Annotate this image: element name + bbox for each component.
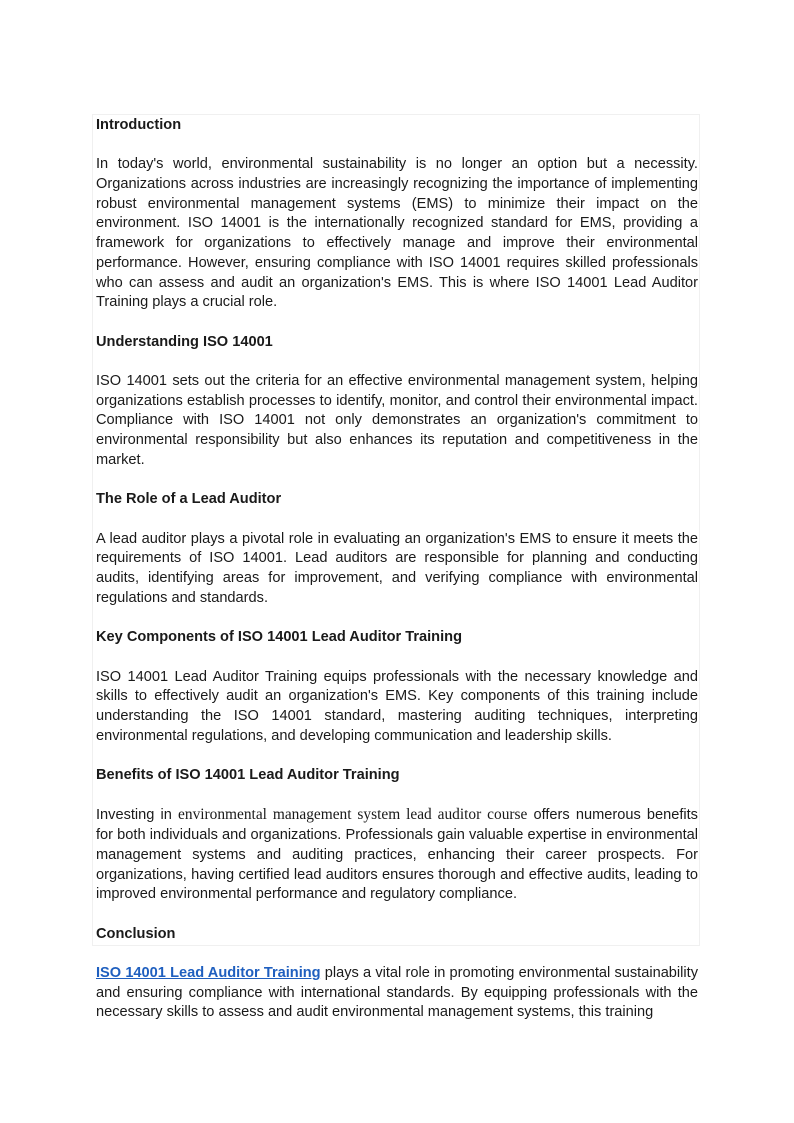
spacer [96,352,698,372]
spacer [96,608,698,628]
role-paragraph: A lead auditor plays a pivotal role in evaluating an organization's EMS to ensure it meets the requirements of ISO 14001. Lead auditors are responsible for planning and conducting audits, identifying areas for improvement, and verifying compliance with environmental regulations and standards. [96,530,698,606]
components-paragraph: ISO 14001 Lead Auditor Training equips professionals with the necessary knowledge and skills to effectively audit an organization's EMS. Key components of this training include understanding the ISO 14001 standard, mastering auditing techniques, interpreting environmental regulations, and developing communication and leadership skills. [96,668,698,744]
introduction-heading: Introduction [96,117,182,133]
benefits-text-suffix: offers numerous benefits for both individuals and organizations. Professionals gain valuable expertise in environmental management systems and auditing practices, enhancing their career prospects. For organizations, having certified lead auditors ensures thorough and effective audits, leading to improved environmental performance and regulatory compliance. [96,807,698,903]
benefits-heading: Benefits of ISO 14001 Lead Auditor Training [96,767,400,784]
spacer [96,313,698,333]
spacer [96,944,698,964]
conclusion-heading: Conclusion [96,925,176,942]
understanding-paragraph: ISO 14001 sets out the criteria for an effective environmental management system, helping organizations establish processes to identify, monitor, and control their environmental impact. Compliance with ISO 14001 not only demonstrates an organization's commitment to environmental responsibility but also enhances its reputation and competitiveness in the market. [96,373,698,468]
introduction-paragraph: In today's world, environmental sustainability is no longer an option but a necessity. Organizations across industries are increasingly recognizing the importance of implementing robust environmental management systems (EMS) to minimize their impact on the environment. ISO 14001 is the internationally recognized standard for EMS, providing a framework for organizations to effectively manage and improve their environmental performance. However, ensuring compliance with ISO 14001 requires skilled professionals who can assess and audit an organization's EMS. This is where ISO 14001 Lead Auditor Training plays a crucial role. [96,156,698,311]
spacer [96,648,698,668]
spacer [96,786,698,806]
benefits-course-phrase: environmental management system lead auditor course [178,806,528,824]
conclusion-paragraph [96,964,698,1023]
spacer [96,136,698,156]
benefits-paragraph [96,805,698,905]
spacer [96,471,698,491]
spacer [96,905,698,925]
iso-training-link[interactable]: ISO 14001 Lead Auditor Training [96,964,321,981]
document-body [96,116,698,1023]
spacer [96,510,698,530]
conclusion-text-suffix: plays a vital role in promoting environmental sustainability and ensuring compliance with international standards. By equipping professionals with the necessary skills to assess and audit environmental management systems, this training [96,964,699,1021]
understanding-heading: Understanding ISO 14001 [96,333,273,350]
benefits-text-prefix: Investing in [96,807,179,824]
spacer [96,746,698,766]
components-heading: Key Components of ISO 14001 Lead Auditor Training [96,629,462,646]
role-heading: The Role of a Lead Auditor [96,491,282,508]
